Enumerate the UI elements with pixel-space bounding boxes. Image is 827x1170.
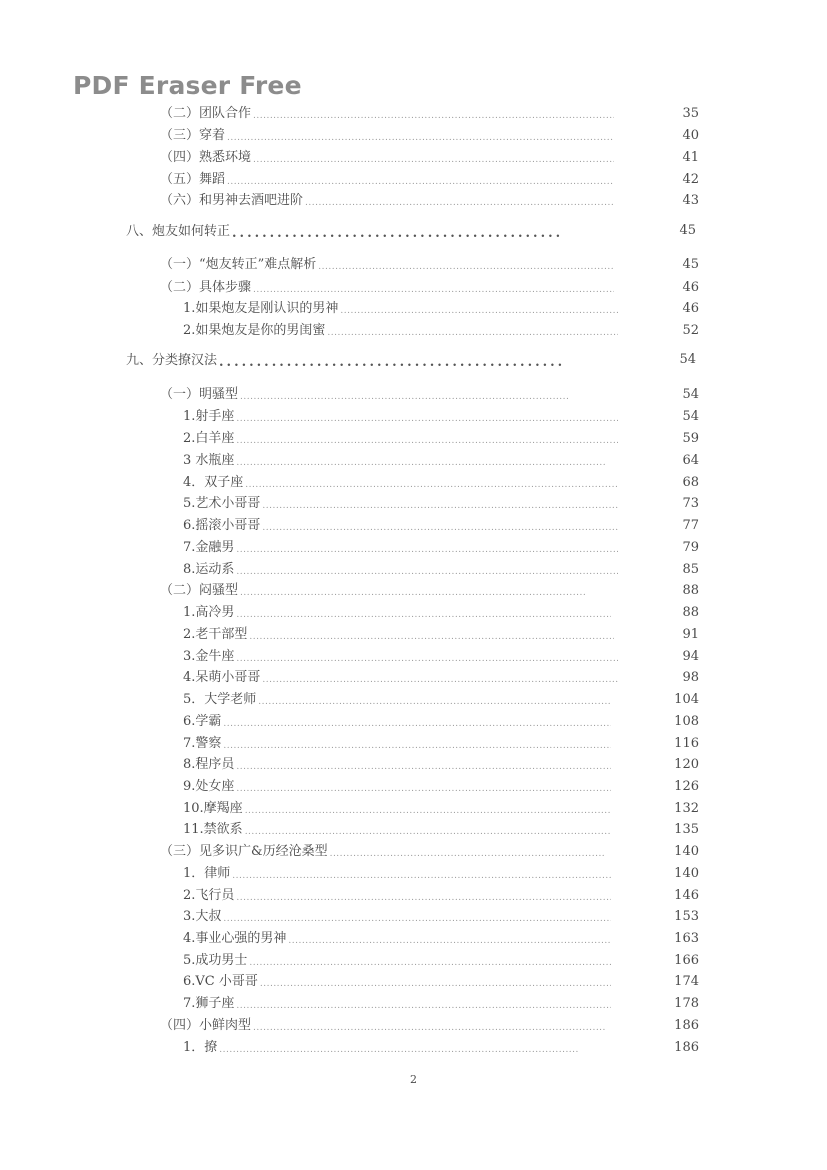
toc-entry-label: （四）熟悉环境: [160, 150, 252, 165]
leader-dots: [249, 631, 614, 643]
toc-page-number: 163: [674, 931, 699, 946]
toc-entry-label: 八、炮友如何转正: [126, 224, 231, 239]
toc-page-number: 54: [682, 387, 699, 402]
toc-entry[interactable]: [183, 319, 620, 339]
leader-dots: [245, 479, 618, 491]
leader-dots: [219, 1044, 579, 1056]
toc-entry-label: 3.金牛座: [183, 649, 235, 664]
toc-entry[interactable]: [160, 189, 616, 209]
toc-entry-label: （一）明骚型: [160, 387, 239, 402]
toc-entry[interactable]: [160, 383, 572, 403]
toc-entry[interactable]: [183, 297, 620, 317]
toc-page-number: 45: [679, 223, 696, 238]
toc-page-number: 68: [682, 475, 699, 490]
toc-entry[interactable]: [160, 253, 616, 273]
toc-entry-label: 3 水瓶座: [183, 453, 235, 468]
leader-dots: [249, 957, 611, 969]
leader-dots: [236, 653, 618, 665]
watermark-text: PDF Eraser Free: [73, 71, 302, 100]
toc-page-number: 98: [682, 670, 699, 685]
toc-page-number: 126: [674, 779, 699, 794]
toc-entry-label: （二）团队合作: [160, 106, 252, 121]
toc-page-number: 104: [674, 692, 699, 707]
toc-page-number: 120: [674, 757, 699, 772]
leader-dots: [223, 913, 611, 925]
toc-entry-label: 7.狮子座: [183, 996, 235, 1011]
toc-entry-label: 8.运动系: [183, 562, 235, 577]
toc-page-number: 186: [674, 1040, 699, 1055]
toc-page-number: 116: [674, 736, 699, 751]
toc-entry[interactable]: [183, 927, 613, 947]
toc-entry[interactable]: [183, 818, 613, 838]
leader-dots: [227, 176, 614, 188]
toc-page-number: 45: [682, 257, 699, 272]
toc-entry[interactable]: [160, 124, 616, 144]
toc-entry[interactable]: [160, 1014, 608, 1034]
toc-entry-label: 1.高冷男: [183, 605, 235, 620]
toc-entry[interactable]: [183, 992, 613, 1012]
toc-entry[interactable]: [183, 514, 620, 534]
leader-dots: [232, 228, 562, 240]
toc-entry[interactable]: [160, 276, 616, 296]
leader-dots: [253, 154, 614, 166]
leader-dots: [262, 674, 618, 686]
toc-entry-label: （三）穿着: [160, 128, 226, 143]
footer-page-number: 2: [410, 1073, 417, 1086]
toc-page-number: 42: [682, 172, 699, 187]
toc-entry-label: 2.飞行员: [183, 888, 235, 903]
leader-dots: [340, 305, 618, 317]
leader-dots: [236, 413, 618, 425]
toc-page-number: 46: [682, 301, 699, 316]
toc-entry[interactable]: [183, 492, 620, 512]
toc-entry[interactable]: [160, 168, 616, 188]
leader-dots: [240, 391, 570, 403]
toc-entry-label: （一）“炮友转正”难点解析: [160, 257, 317, 272]
leader-dots: [288, 935, 611, 947]
leader-dots: [236, 892, 611, 904]
leader-dots: [258, 696, 611, 708]
toc-entry[interactable]: [183, 775, 613, 795]
toc-page-number: 41: [682, 150, 699, 165]
leader-dots: [219, 357, 562, 369]
toc-entry[interactable]: [160, 840, 608, 860]
toc-chapter-entry[interactable]: [126, 349, 564, 369]
toc-entry[interactable]: [160, 579, 587, 599]
toc-page-number: 174: [674, 974, 699, 989]
toc-page-number: 186: [674, 1018, 699, 1033]
toc-entry-label: （二）具体步骤: [160, 280, 252, 295]
leader-dots: [253, 1022, 606, 1034]
toc-entry-label: 5.成功男士: [183, 953, 248, 968]
toc-entry[interactable]: [183, 623, 616, 643]
toc-entry[interactable]: [183, 688, 613, 708]
leader-dots: [236, 435, 618, 447]
leader-dots: [253, 284, 614, 296]
leader-dots: [236, 544, 618, 556]
leader-dots: [227, 132, 614, 144]
toc-page-number: 35: [682, 106, 699, 121]
toc-page-number: 85: [682, 562, 699, 577]
toc-entry-label: 6.VC 小哥哥: [183, 974, 258, 989]
toc-entry[interactable]: [183, 710, 613, 730]
toc-entry[interactable]: [183, 558, 620, 578]
toc-entry[interactable]: [183, 753, 613, 773]
leader-dots: [245, 805, 611, 817]
toc-entry[interactable]: [183, 427, 620, 447]
toc-entry[interactable]: [183, 405, 620, 425]
toc-page-number: 43: [682, 193, 699, 208]
toc-entry-label: 2.如果炮友是你的男闺蜜: [183, 323, 326, 338]
toc-page-number: 59: [682, 431, 699, 446]
leader-dots: [236, 609, 611, 621]
leader-dots: [327, 327, 618, 339]
toc-entry[interactable]: [183, 884, 613, 904]
toc-page-number: 77: [682, 518, 699, 533]
leader-dots: [236, 457, 607, 469]
toc-entry-label: 1．律师: [183, 866, 231, 881]
leader-dots: [318, 261, 614, 273]
toc-page-number: 79: [682, 540, 699, 555]
toc-page-number: 108: [674, 714, 699, 729]
leader-dots: [305, 197, 614, 209]
toc-entry-label: 10.摩羯座: [183, 801, 243, 816]
toc-entry-label: （四）小鲜肉型: [160, 1018, 252, 1033]
toc-entry[interactable]: [183, 666, 620, 686]
toc-page-number: 54: [682, 409, 699, 424]
toc-entry-label: 1.射手座: [183, 409, 235, 424]
toc-page-number: 140: [674, 844, 699, 859]
toc-page-number: 73: [682, 496, 699, 511]
leader-dots: [253, 110, 614, 122]
toc-entry-label: 2.白羊座: [183, 431, 235, 446]
toc-entry-label: 1．撩: [183, 1040, 218, 1055]
toc-entry[interactable]: [183, 970, 613, 990]
toc-entry[interactable]: [160, 146, 616, 166]
toc-page-number: 166: [674, 953, 699, 968]
leader-dots: [330, 848, 606, 860]
toc-entry-label: 4.呆萌小哥哥: [183, 670, 261, 685]
toc-entry-label: 2.老干部型: [183, 627, 248, 642]
leader-dots: [236, 566, 618, 578]
toc-page-number: 64: [682, 453, 699, 468]
leader-dots: [262, 500, 618, 512]
toc-entry[interactable]: [183, 601, 613, 621]
toc-entry-label: 4．双子座: [183, 475, 244, 490]
toc-entry[interactable]: [183, 471, 620, 491]
leader-dots: [240, 587, 585, 599]
leader-dots: [223, 740, 611, 752]
toc-entry-label: 1.如果炮友是刚认识的男神: [183, 301, 339, 316]
toc-entry-label: 4.事业心强的男神: [183, 931, 287, 946]
toc-page-number: 52: [682, 323, 699, 338]
toc-entry-label: 11.禁欲系: [183, 822, 243, 837]
toc-entry-label: （五）舞蹈: [160, 172, 226, 187]
leader-dots: [245, 826, 611, 838]
leader-dots: [223, 718, 611, 730]
toc-entry-label: （二）闷骚型: [160, 583, 239, 598]
toc-entry-label: 6.学霸: [183, 714, 222, 729]
toc-page-number: 88: [682, 605, 699, 620]
toc-entry[interactable]: [183, 949, 613, 969]
toc-entry-label: 8.程序员: [183, 757, 235, 772]
toc-entry-label: 9.处女座: [183, 779, 235, 794]
leader-dots: [262, 522, 618, 534]
toc-page-number: 140: [674, 866, 699, 881]
toc-entry[interactable]: [183, 862, 613, 882]
toc-page-number: 91: [682, 627, 699, 642]
toc-entry[interactable]: [183, 536, 620, 556]
toc-page-number: 88: [682, 583, 699, 598]
toc-page-number: 153: [674, 909, 699, 924]
toc-entry-label: （三）见多识广&历经沧桑型: [160, 844, 328, 859]
toc-page-number: 54: [679, 352, 696, 367]
toc-entry[interactable]: [183, 1036, 581, 1056]
toc-entry-label: 7.警察: [183, 736, 222, 751]
toc-page-number: 146: [674, 888, 699, 903]
toc-entry[interactable]: [183, 732, 613, 752]
leader-dots: [232, 870, 611, 882]
toc-entry-label: 5.艺术小哥哥: [183, 496, 261, 511]
toc-page-number: 40: [682, 128, 699, 143]
toc-entry-label: （六）和男神去酒吧进阶: [160, 193, 304, 208]
leader-dots: [236, 1000, 611, 1012]
leader-dots: [260, 978, 611, 990]
toc-page-number: 132: [674, 801, 699, 816]
toc-entry[interactable]: [183, 797, 613, 817]
toc-entry-label: 5．大学老师: [183, 692, 257, 707]
toc-entry[interactable]: [183, 645, 620, 665]
toc-entry[interactable]: [183, 449, 609, 469]
toc-entry-label: 3.大叔: [183, 909, 222, 924]
toc-entry[interactable]: [160, 102, 616, 122]
toc-page-number: 46: [682, 280, 699, 295]
toc-chapter-entry[interactable]: [126, 220, 564, 240]
toc-page-number: 135: [674, 822, 699, 837]
toc-page-number: 94: [682, 649, 699, 664]
toc-entry-label: 九、分类撩汉法: [126, 353, 218, 368]
toc-entry-label: 7.金融男: [183, 540, 235, 555]
toc-page-number: 178: [674, 996, 699, 1011]
leader-dots: [236, 761, 611, 773]
toc-entry-label: 6.摇滚小哥哥: [183, 518, 261, 533]
toc-entry[interactable]: [183, 905, 613, 925]
leader-dots: [236, 783, 611, 795]
